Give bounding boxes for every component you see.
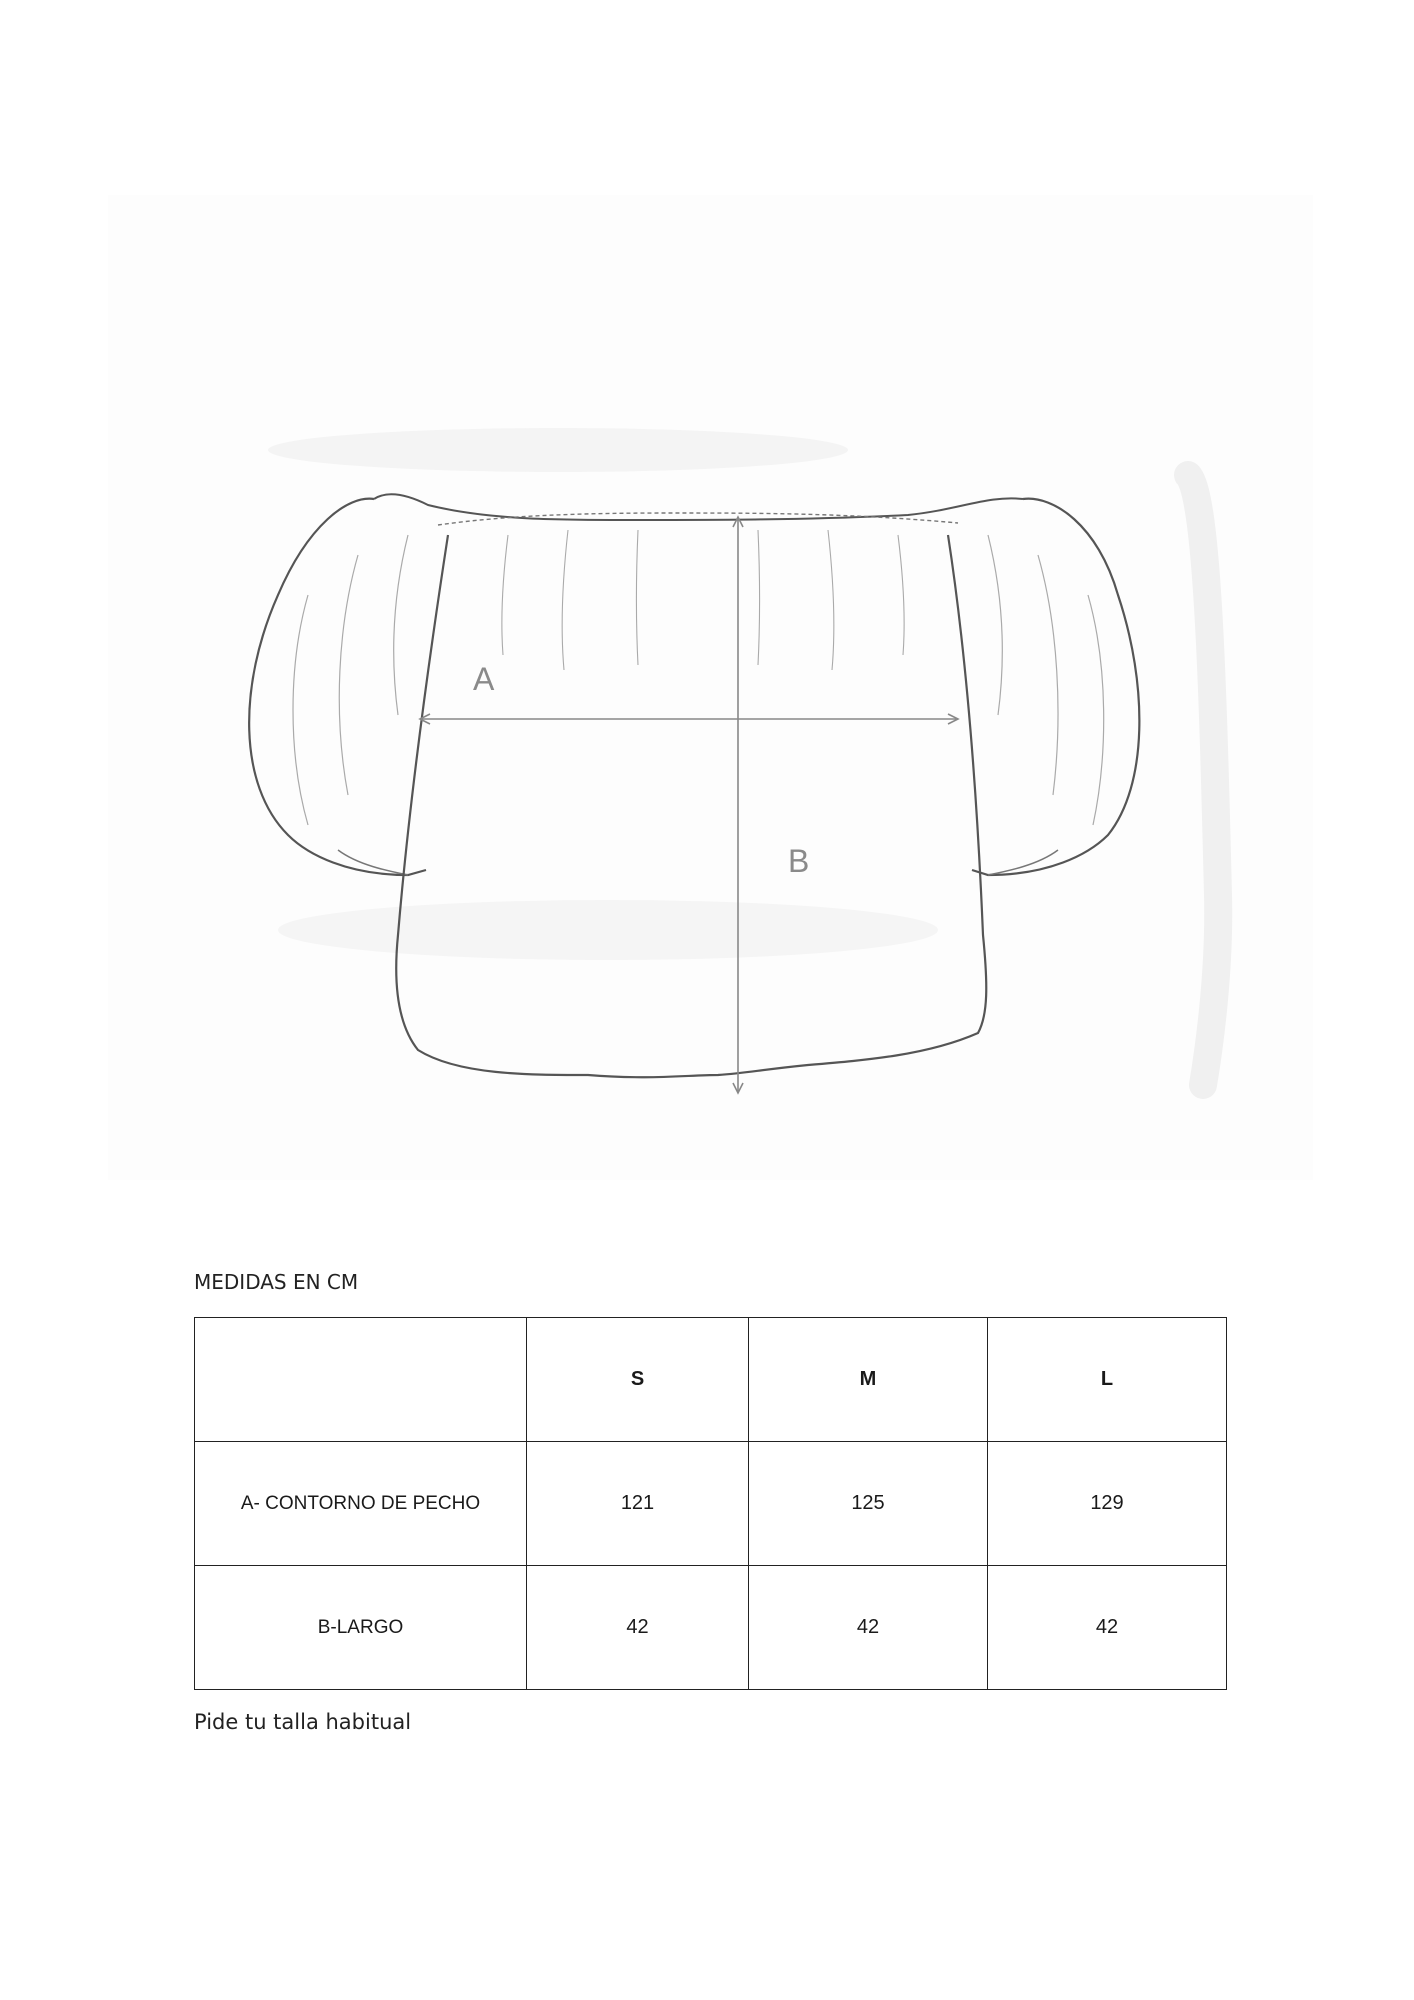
header-size-s: S: [527, 1318, 749, 1442]
left-sleeve-cuff: [338, 850, 408, 875]
table-cell: 42: [988, 1566, 1227, 1690]
fold-line: [828, 530, 834, 670]
table-cell: 42: [527, 1566, 749, 1690]
right-sleeve-cuff: [988, 850, 1058, 875]
fold-line: [502, 535, 508, 655]
table-cell: 42: [749, 1566, 988, 1690]
row-label-length: B-LARGO: [195, 1566, 527, 1690]
top-sketch: [108, 195, 1313, 1180]
label-b: B: [788, 843, 810, 879]
body-outline: [396, 535, 986, 1077]
table-row: [195, 1442, 1227, 1566]
table-header-row: [195, 1318, 1227, 1442]
row-label-chest: A- CONTORNO DE PECHO: [195, 1442, 527, 1566]
neckline-outline: [374, 494, 1023, 520]
size-advice-note: Pide tu talla habitual: [194, 1710, 412, 1734]
header-empty-cell: [195, 1318, 527, 1442]
table-cell: 125: [749, 1442, 988, 1566]
label-a: A: [473, 661, 495, 697]
header-size-m: M: [749, 1318, 988, 1442]
fold-line: [293, 595, 308, 825]
table-row: [195, 1566, 1227, 1690]
fold-line: [339, 555, 358, 795]
fold-line: [1038, 555, 1058, 795]
fold-line: [758, 530, 760, 665]
fold-line: [562, 530, 568, 670]
fold-line: [1088, 595, 1104, 825]
measurements-caption: MEDIDAS EN CM: [194, 1270, 359, 1294]
shadow-shape: [1188, 475, 1218, 1085]
garment-illustration: [108, 195, 1313, 1180]
size-table: [194, 1317, 1227, 1690]
header-size-l: L: [988, 1318, 1227, 1442]
right-sleeve-outline: [972, 499, 1139, 875]
left-sleeve-outline: [249, 499, 426, 875]
fold-line: [394, 535, 408, 715]
shadow-shape: [278, 900, 938, 960]
table-cell: 129: [988, 1442, 1227, 1566]
table-cell: 121: [527, 1442, 749, 1566]
fold-line: [988, 535, 1002, 715]
fold-line: [898, 535, 904, 655]
fold-line: [637, 530, 639, 665]
shadow-shape: [268, 428, 848, 472]
